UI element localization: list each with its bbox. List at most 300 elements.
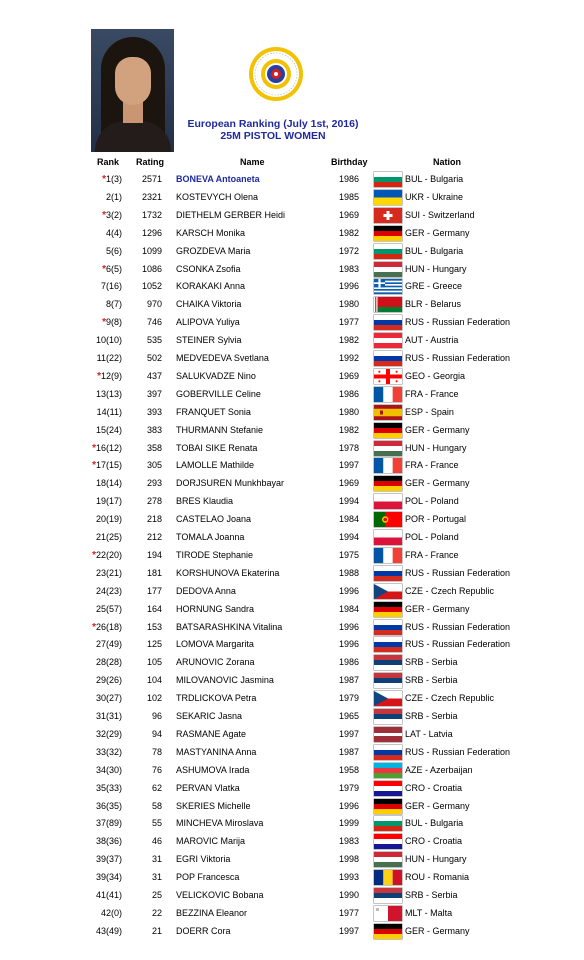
- name-cell: ARUNOVIC Zorana: [176, 657, 255, 668]
- rank-value: 15(24): [95, 424, 122, 435]
- ranking-title: European Ranking (July 1st, 2016): [187, 118, 359, 130]
- nation-cell: HUN - Hungary: [405, 854, 467, 865]
- rank-value: 39(37): [95, 854, 122, 865]
- table-row: [0, 421, 584, 439]
- birthday-cell: 1979: [339, 782, 360, 793]
- name-cell: ASHUMOVA Irada: [176, 764, 250, 775]
- birthday-cell: 1997: [339, 728, 360, 739]
- rank-cell: [90, 908, 122, 918]
- name-cell: CASTELAO Joana: [176, 514, 252, 525]
- flag-rus-icon: [374, 745, 402, 760]
- rating-cell: 2571: [141, 174, 162, 184]
- rank-cell: [90, 478, 122, 488]
- table-row: [0, 439, 584, 457]
- rank-value: 14(11): [96, 406, 122, 417]
- flag-rus-icon: [374, 315, 402, 330]
- flag-fra-icon: [374, 458, 402, 473]
- nation-cell: FRA - France: [405, 549, 459, 560]
- rank-value: 17(15): [95, 460, 122, 471]
- table-row: [0, 510, 584, 528]
- rank-cell: [90, 371, 122, 382]
- rating-cell: 25: [151, 890, 162, 900]
- flag-hun-icon: [374, 262, 402, 277]
- rating-cell: 1099: [141, 245, 162, 256]
- rating-cell: 1296: [141, 227, 162, 238]
- rank-value: 29(26): [95, 675, 122, 686]
- flag-cze-icon: [374, 691, 402, 706]
- rating-cell: 1086: [141, 263, 162, 274]
- table-row: [0, 779, 584, 797]
- col-header-nation: Nation: [433, 157, 461, 167]
- birthday-cell: 1996: [339, 800, 360, 811]
- table-row: [0, 456, 584, 474]
- rank-value: 33(32): [95, 746, 122, 757]
- table-row: [0, 707, 584, 725]
- birthday-cell: 1982: [339, 227, 360, 238]
- nation-cell: FRA - France: [405, 460, 459, 471]
- rank-value: 10(10): [95, 335, 122, 346]
- birthday-cell: 1980: [339, 299, 360, 310]
- name-cell: MILOVANOVIC Jasmina: [176, 675, 274, 686]
- rank-value: 21(25): [95, 532, 122, 542]
- nation-cell: SRB - Serbia: [405, 890, 458, 900]
- rank-cell: [90, 174, 122, 185]
- event-subtitle: 25M PISTOL WOMEN: [220, 130, 326, 142]
- rating-cell: 383: [146, 424, 162, 435]
- nation-cell: ROU - Romania: [405, 872, 470, 883]
- birthday-cell: 1999: [339, 818, 360, 829]
- rating-cell: 125: [146, 639, 162, 650]
- rank-value: 35(33): [95, 782, 122, 793]
- birthday-cell: 1972: [339, 245, 360, 256]
- birthday-cell: 1988: [339, 567, 360, 578]
- rank-value: 31(31): [95, 711, 122, 721]
- name-cell: DEDOVA Anna: [176, 585, 236, 596]
- table-row: [0, 761, 584, 779]
- birthday-cell: 1996: [339, 639, 360, 650]
- birthday-cell: 1994: [339, 532, 360, 542]
- rating-cell: 96: [151, 711, 162, 721]
- birthday-cell: 1965: [339, 711, 360, 721]
- rating-cell: 104: [146, 675, 162, 686]
- table-row: [0, 797, 584, 815]
- col-header-name: Name: [240, 157, 265, 167]
- flag-ger-icon: [374, 476, 402, 491]
- flag-esp-icon: [374, 405, 402, 420]
- rank-cell: [90, 299, 122, 309]
- rank-value: 43(49): [95, 925, 122, 936]
- birthday-cell: 1977: [339, 907, 360, 918]
- nation-cell: HUN - Hungary: [405, 442, 467, 453]
- name-cell: LOMOVA Margarita: [176, 639, 254, 650]
- birthday-cell: 1969: [339, 370, 360, 381]
- nation-cell: SRB - Serbia: [405, 675, 458, 686]
- rating-cell: 22: [151, 907, 162, 918]
- nation-cell: GRE - Greece: [405, 281, 463, 292]
- rating-cell: 2321: [141, 191, 162, 202]
- birthday-cell: 1982: [339, 424, 360, 435]
- rating-cell: 1052: [141, 281, 162, 292]
- nation-cell: ESP - Spain: [405, 406, 454, 417]
- rank-value: 9(8): [105, 317, 122, 328]
- flag-rus-icon: [374, 637, 402, 652]
- table-row: [0, 224, 584, 242]
- rank-star-mark: *: [102, 317, 106, 329]
- birthday-cell: 1984: [339, 514, 360, 525]
- name-cell: BONEVA Antoaneta: [176, 174, 260, 184]
- nation-cell: GER - Germany: [405, 424, 470, 435]
- rating-cell: 76: [151, 764, 162, 775]
- name-cell: TOBAI SIKE Renata: [176, 442, 258, 453]
- birthday-cell: 1986: [339, 174, 360, 184]
- rank-star-mark: *: [92, 549, 96, 561]
- table-row: [0, 922, 584, 940]
- rank-cell: [90, 246, 122, 256]
- flag-pol-icon: [374, 530, 402, 545]
- rank-value: 20(19): [95, 514, 122, 525]
- table-row: [0, 385, 584, 403]
- nation-cell: CRO - Croatia: [405, 836, 463, 847]
- rank-value: 37(89): [95, 818, 122, 829]
- table-row: [0, 832, 584, 850]
- name-cell: GROZDEVA Maria: [176, 245, 251, 256]
- name-cell: TIRODE Stephanie: [176, 549, 254, 560]
- birthday-cell: 1996: [339, 621, 360, 632]
- rank-cell: [90, 765, 122, 775]
- flag-rus-icon: [374, 351, 402, 366]
- name-cell: DORJSUREN Munkhbayar: [176, 478, 285, 489]
- rating-cell: 212: [146, 532, 162, 542]
- name-cell: MEDVEDEVA Svetlana: [176, 353, 269, 363]
- col-header-birthday: Birthday: [331, 157, 368, 167]
- rating-cell: 164: [146, 603, 162, 614]
- rating-cell: 535: [146, 335, 162, 346]
- flag-cro-icon: [374, 834, 402, 849]
- table-row: [0, 528, 584, 546]
- name-cell: KORSHUNOVA Ekaterina: [176, 567, 280, 578]
- rank-value: 2(1): [105, 191, 122, 202]
- rank-value: 38(36): [95, 836, 122, 847]
- table-row: [0, 725, 584, 743]
- name-cell: SALUKVADZE Nino: [176, 370, 256, 381]
- name-cell: STEINER Sylvia: [176, 335, 242, 346]
- nation-cell: MLT - Malta: [405, 907, 453, 918]
- birthday-cell: 1969: [339, 478, 360, 489]
- birthday-cell: 1984: [339, 603, 360, 614]
- nation-cell: CZE - Czech Republic: [405, 585, 495, 596]
- rank-value: 24(23): [95, 585, 122, 596]
- flag-bul-icon: [374, 816, 402, 831]
- rating-cell: 278: [146, 496, 162, 507]
- flag-ger-icon: [374, 423, 402, 438]
- name-cell: TRDLICKOVA Petra: [176, 693, 257, 704]
- birthday-cell: 1994: [339, 496, 360, 507]
- rank-cell: [90, 443, 122, 454]
- rank-cell: [90, 622, 122, 633]
- table-row: [0, 850, 584, 868]
- rank-value: 8(7): [105, 299, 122, 310]
- nation-cell: AZE - Azerbaijan: [405, 764, 473, 775]
- flag-srb-icon: [374, 709, 402, 724]
- nation-cell: LAT - Latvia: [405, 728, 453, 739]
- birthday-cell: 1987: [339, 746, 360, 757]
- flag-geo-icon: [374, 369, 402, 384]
- birthday-cell: 1983: [339, 263, 360, 274]
- flag-srb-icon: [374, 655, 402, 670]
- name-cell: CHAIKA Viktoria: [176, 299, 242, 310]
- rating-cell: 305: [146, 460, 162, 471]
- nation-cell: BLR - Belarus: [405, 299, 462, 310]
- birthday-cell: 1980: [339, 406, 360, 417]
- rank-value: 28(28): [95, 657, 122, 668]
- flag-rus-icon: [374, 620, 402, 635]
- birthday-cell: 1990: [339, 890, 360, 900]
- birthday-cell: 1992: [339, 353, 360, 363]
- rank-cell: [90, 568, 122, 578]
- name-cell: MASTYANINA Anna: [176, 746, 257, 757]
- flag-bul-icon: [374, 172, 402, 187]
- rating-cell: 62: [151, 782, 162, 793]
- rank-cell: [90, 389, 122, 399]
- table-row: [0, 492, 584, 510]
- flag-ger-icon: [374, 924, 402, 939]
- rating-cell: 293: [146, 478, 162, 489]
- rating-cell: 55: [151, 818, 162, 829]
- rank-value: 30(27): [95, 693, 122, 704]
- nation-cell: GER - Germany: [405, 925, 470, 936]
- nation-cell: POL - Poland: [405, 532, 459, 542]
- table-row: [0, 260, 584, 278]
- rank-cell: [90, 210, 122, 221]
- nation-cell: RUS - Russian Federation: [405, 621, 511, 632]
- table-row: [0, 600, 584, 618]
- name-cell: TOMALA Joanna: [176, 532, 245, 542]
- rank-value: 23(21): [95, 567, 122, 578]
- nation-cell: SRB - Serbia: [405, 657, 458, 668]
- table-row: [0, 689, 584, 707]
- nation-cell: AUT - Austria: [405, 335, 459, 346]
- flag-gre-icon: [374, 279, 402, 294]
- birthday-cell: 1997: [339, 460, 360, 471]
- nation-cell: RUS - Russian Federation: [405, 746, 511, 757]
- rank-value: 11(22): [96, 353, 122, 363]
- rank-cell: [90, 729, 122, 739]
- name-cell: SEKARIC Jasna: [176, 711, 243, 721]
- rank-star-mark: *: [102, 209, 106, 221]
- birthday-cell: 1978: [339, 442, 360, 453]
- birthday-cell: 1993: [339, 872, 360, 883]
- table-row: [0, 313, 584, 331]
- nation-cell: GEO - Georgia: [405, 370, 466, 381]
- photo-face: [115, 57, 151, 105]
- rank-cell: [90, 872, 122, 882]
- table-row: [0, 170, 584, 188]
- rank-value: 1(3): [105, 174, 122, 184]
- col-header-rating: Rating: [136, 157, 164, 167]
- rating-cell: 153: [146, 621, 162, 632]
- flag-bul-icon: [374, 244, 402, 259]
- table-row: [0, 349, 584, 367]
- nation-cell: BUL - Bulgaria: [405, 174, 464, 184]
- rank-value: 32(29): [95, 728, 122, 739]
- flag-blr-icon: [374, 297, 402, 312]
- name-cell: POP Francesca: [176, 872, 240, 883]
- rank-cell: [90, 192, 122, 202]
- rank-cell: [90, 818, 122, 828]
- nation-cell: SUI - Switzerland: [405, 209, 475, 220]
- rank-cell: [90, 281, 122, 291]
- flag-hun-icon: [374, 441, 402, 456]
- birthday-cell: 1997: [339, 925, 360, 936]
- table-row: [0, 618, 584, 636]
- birthday-cell: 1996: [339, 585, 360, 596]
- flag-srb-icon: [374, 888, 402, 903]
- rank-cell: [90, 425, 122, 435]
- table-row: [0, 188, 584, 206]
- rank-value: 13(13): [95, 388, 122, 399]
- rank-value: 12(9): [100, 370, 122, 381]
- birthday-cell: 1983: [339, 836, 360, 847]
- nation-cell: POL - Poland: [405, 496, 459, 507]
- birthday-cell: 1998: [339, 854, 360, 865]
- rank-value: 6(5): [105, 263, 122, 274]
- birthday-cell: 1987: [339, 675, 360, 686]
- rating-cell: 181: [146, 567, 162, 578]
- rank-cell: [90, 317, 122, 328]
- table-row: [0, 814, 584, 832]
- name-cell: MINCHEVA Miroslava: [176, 818, 264, 829]
- nation-cell: GER - Germany: [405, 478, 470, 489]
- rank-cell: [90, 514, 122, 524]
- rating-cell: 218: [146, 514, 162, 525]
- rating-cell: 358: [146, 442, 162, 453]
- flag-mlt-icon: [374, 906, 402, 921]
- nation-cell: FRA - France: [405, 388, 459, 399]
- rating-cell: 78: [151, 746, 162, 757]
- rank-star-mark: *: [92, 460, 96, 472]
- nation-cell: GER - Germany: [405, 800, 470, 811]
- rank-cell: [90, 532, 122, 542]
- rank-cell: [90, 783, 122, 793]
- birthday-cell: 1982: [339, 335, 360, 346]
- rank-cell: [90, 496, 122, 506]
- nation-cell: RUS - Russian Federation: [405, 639, 511, 650]
- rank-value: 41(41): [95, 890, 122, 900]
- rating-cell: 746: [146, 317, 162, 328]
- esc-logo: [248, 46, 304, 102]
- rating-cell: 105: [146, 657, 162, 668]
- rating-cell: 177: [146, 585, 162, 596]
- rating-cell: 46: [151, 836, 162, 847]
- table-row: [0, 546, 584, 564]
- flag-aut-icon: [374, 333, 402, 348]
- nation-cell: POR - Portugal: [405, 514, 467, 525]
- rank-cell: [90, 407, 122, 417]
- rank-value: 5(6): [105, 245, 122, 256]
- flag-fra-icon: [374, 548, 402, 563]
- name-cell: KOSTEVYCH Olena: [176, 191, 259, 202]
- name-cell: DOERR Cora: [176, 925, 231, 936]
- rating-cell: 58: [151, 800, 162, 811]
- table-row: [0, 474, 584, 492]
- name-cell: LAMOLLE Mathilde: [176, 460, 255, 471]
- table-row: [0, 403, 584, 421]
- rank-value: 16(12): [95, 442, 122, 453]
- flag-pol-icon: [374, 494, 402, 509]
- rank-cell: [90, 854, 122, 864]
- nation-cell: RUS - Russian Federation: [405, 567, 511, 578]
- name-cell: BRES Klaudia: [176, 496, 234, 507]
- name-cell: PERVAN Vlatka: [176, 782, 240, 793]
- rank-value: 34(30): [95, 764, 122, 775]
- name-cell: VELICKOVIC Bobana: [176, 890, 264, 900]
- rank-cell: [90, 335, 122, 345]
- flag-hun-icon: [374, 852, 402, 867]
- nation-cell: UKR - Ukraine: [405, 191, 464, 202]
- rank-star-mark: *: [97, 370, 101, 382]
- name-cell: GOBERVILLE Celine: [176, 388, 261, 399]
- name-cell: DIETHELM GERBER Heidi: [176, 209, 286, 220]
- table-row: [0, 582, 584, 600]
- flag-cro-icon: [374, 781, 402, 796]
- rank-value: 3(2): [105, 209, 122, 220]
- rank-value: 36(35): [95, 800, 122, 811]
- birthday-cell: 1996: [339, 281, 360, 292]
- flag-sui-icon: [374, 208, 402, 223]
- rating-cell: 94: [151, 728, 162, 739]
- nation-cell: CRO - Croatia: [405, 782, 463, 793]
- name-cell: BATSARASHKINA Vitalina: [176, 621, 283, 632]
- rank-cell: [90, 604, 122, 614]
- birthday-cell: 1986: [339, 388, 360, 399]
- rank-cell: [90, 228, 122, 238]
- table-row: [0, 331, 584, 349]
- rating-cell: 31: [151, 854, 162, 865]
- birthday-cell: 1979: [339, 693, 360, 704]
- name-cell: THURMANN Stefanie: [176, 424, 264, 435]
- rank-cell: [90, 586, 122, 596]
- rank-cell: [90, 711, 122, 721]
- rating-cell: 393: [146, 406, 162, 417]
- name-cell: KARSCH Monika: [176, 227, 246, 238]
- nation-cell: BUL - Bulgaria: [405, 245, 464, 256]
- rank-value: 25(57): [95, 603, 122, 614]
- rating-cell: 1732: [141, 209, 162, 220]
- rating-cell: 970: [146, 299, 162, 310]
- birthday-cell: 1975: [339, 549, 360, 560]
- table-row: [0, 653, 584, 671]
- rating-cell: 437: [146, 370, 162, 381]
- flag-aze-icon: [374, 763, 402, 778]
- nation-cell: HUN - Hungary: [405, 263, 467, 274]
- birthday-cell: 1986: [339, 657, 360, 668]
- name-cell: MAROVIC Marija: [176, 836, 246, 847]
- rank-value: 18(14): [95, 478, 122, 489]
- flag-lat-icon: [374, 727, 402, 742]
- rank-cell: [90, 657, 122, 667]
- nation-cell: CZE - Czech Republic: [405, 693, 495, 704]
- rank-cell: [90, 460, 122, 471]
- table-row: [0, 743, 584, 761]
- birthday-cell: 1969: [339, 209, 360, 220]
- rating-cell: 21: [151, 925, 162, 936]
- rating-cell: 102: [146, 693, 162, 704]
- rank-cell: [90, 801, 122, 811]
- table-row: [0, 671, 584, 689]
- rank-star-mark: *: [92, 621, 96, 633]
- nation-cell: BUL - Bulgaria: [405, 818, 464, 829]
- rank-cell: [90, 639, 122, 649]
